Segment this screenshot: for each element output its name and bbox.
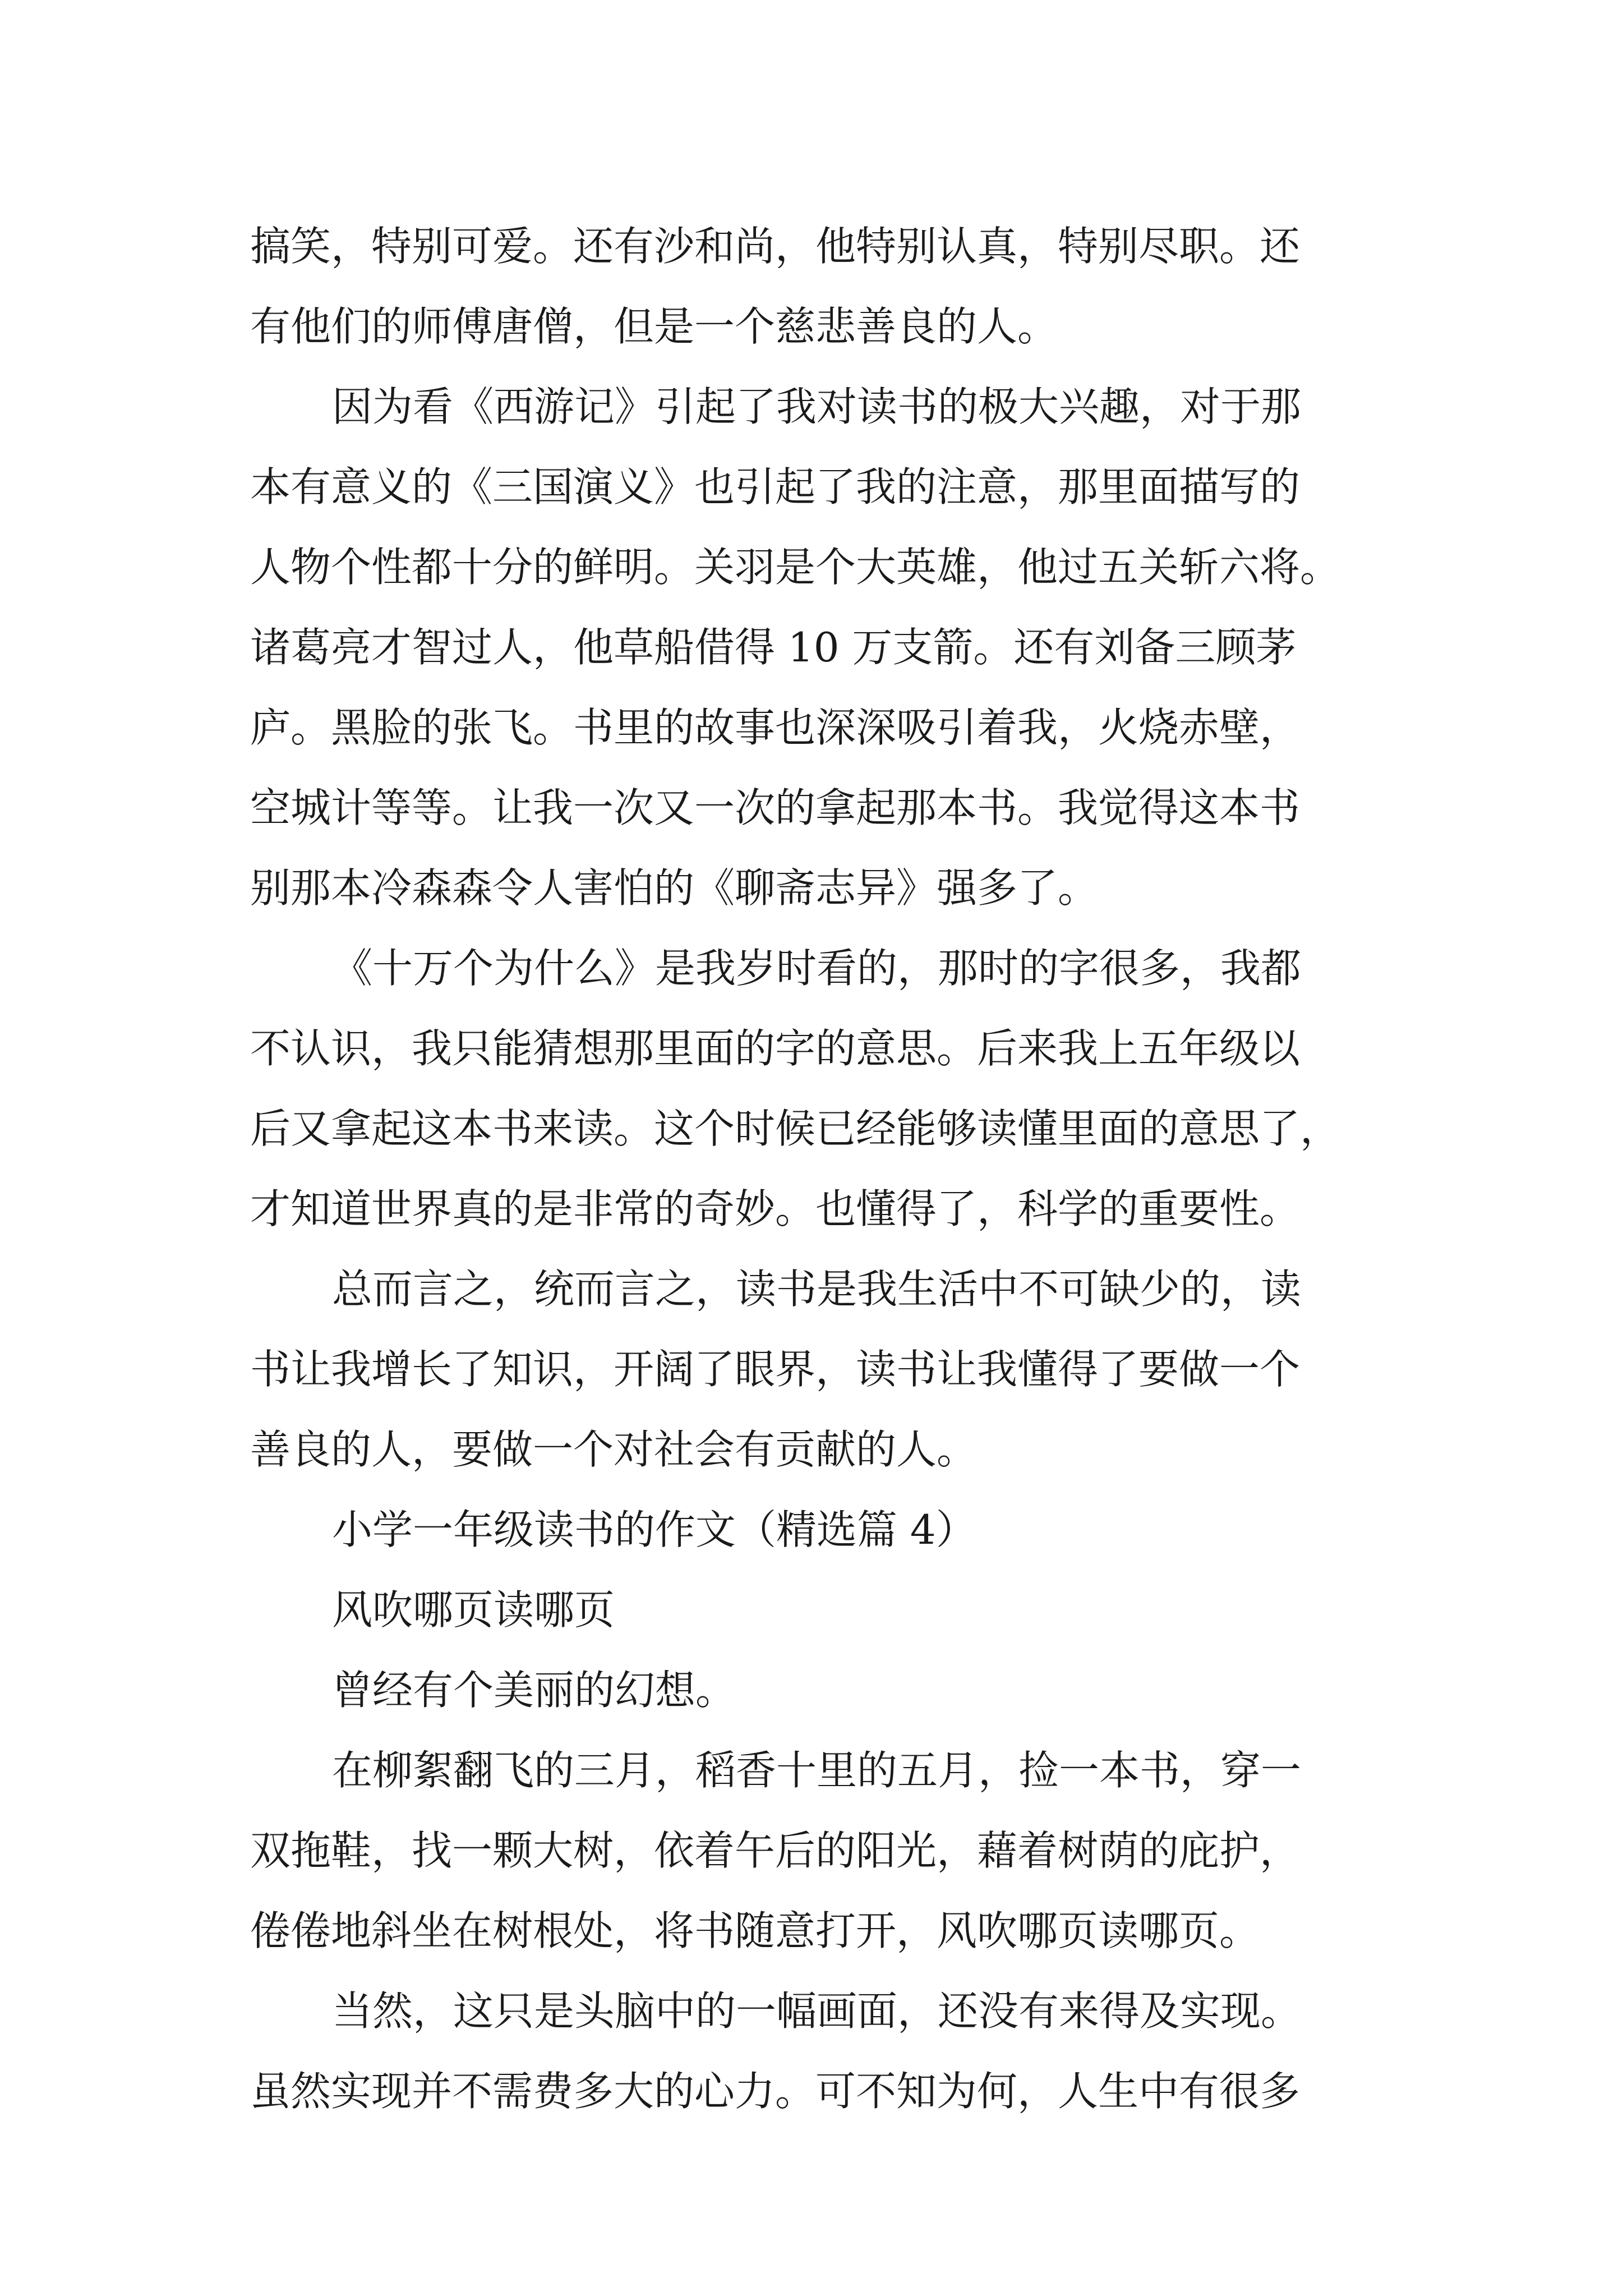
essay-title: 风吹哪页读哪页	[332, 1586, 615, 1634]
text-line-22: 倦倦地斜坐在树根处，将书随意打开，风吹哪页读哪页。	[250, 1907, 1260, 1954]
text-line-1: 搞笑，特别可爱。还有沙和尚，他特别认真，特别尽职。还	[250, 223, 1301, 270]
text-line-9: 别那本冷森森令人害怕的《聊斋志异》强多了。	[250, 864, 1099, 912]
text-line-14: 总而言之，统而言之，读书是我生活中不可缺少的，读	[332, 1266, 1302, 1313]
text-line-24: 虽然实现并不需费多大的心力。可不知为何，人生中有很多	[250, 2068, 1301, 2115]
section-heading: 小学一年级读书的作文（精选篇 4）	[332, 1506, 976, 1553]
text-line-5: 人物个性都十分的鲜明。关羽是个大英雄，他过五关斩六将。	[250, 544, 1341, 591]
text-line-20: 在柳絮翻飞的三月，稻香十里的五月，捡一本书，穿一	[332, 1747, 1302, 1794]
text-line-7: 庐。黑脸的张飞。书里的故事也深深吸引着我，火烧赤壁，	[250, 704, 1301, 751]
text-line-8: 空城计等等。让我一次又一次的拿起那本书。我觉得这本书	[250, 784, 1301, 831]
text-line-11: 不认识，我只能猜想那里面的字的意思。后来我上五年级以	[250, 1025, 1301, 1072]
text-line-16: 善良的人，要做一个对社会有贡献的人。	[250, 1426, 978, 1473]
text-line-23: 当然，这只是头脑中的一幅画面，还没有来得及实现。	[332, 1987, 1302, 2035]
text-line-10: 《十万个为什么》是我岁时看的，那时的字很多，我都	[332, 945, 1302, 992]
text-line-3: 因为看《西游记》引起了我对读书的极大兴趣，对于那	[332, 383, 1302, 430]
text-line-4: 本有意义的《三国演义》也引起了我的注意，那里面描写的	[250, 463, 1301, 510]
text-line-15: 书让我增长了知识，开阔了眼界，读书让我懂得了要做一个	[250, 1346, 1301, 1393]
document-body	[250, 206, 1428, 2132]
text-line-2: 有他们的师傅唐僧，但是一个慈悲善良的人。	[250, 303, 1058, 350]
text-line-13: 才知道世界真的是非常的奇妙。也懂得了，科学的重要性。	[250, 1185, 1301, 1232]
text-line-12: 后又拿起这本书来读。这个时候已经能够读懂里面的意思了，	[250, 1105, 1341, 1152]
text-line-6: 诸葛亮才智过人，他草船借得 10 万支箭。还有刘备三顾茅	[250, 624, 1297, 671]
text-line-19: 曾经有个美丽的幻想。	[332, 1667, 736, 1714]
text-line-21: 双拖鞋，找一颗大树，依着午后的阳光，藉着树荫的庇护，	[250, 1827, 1301, 1874]
